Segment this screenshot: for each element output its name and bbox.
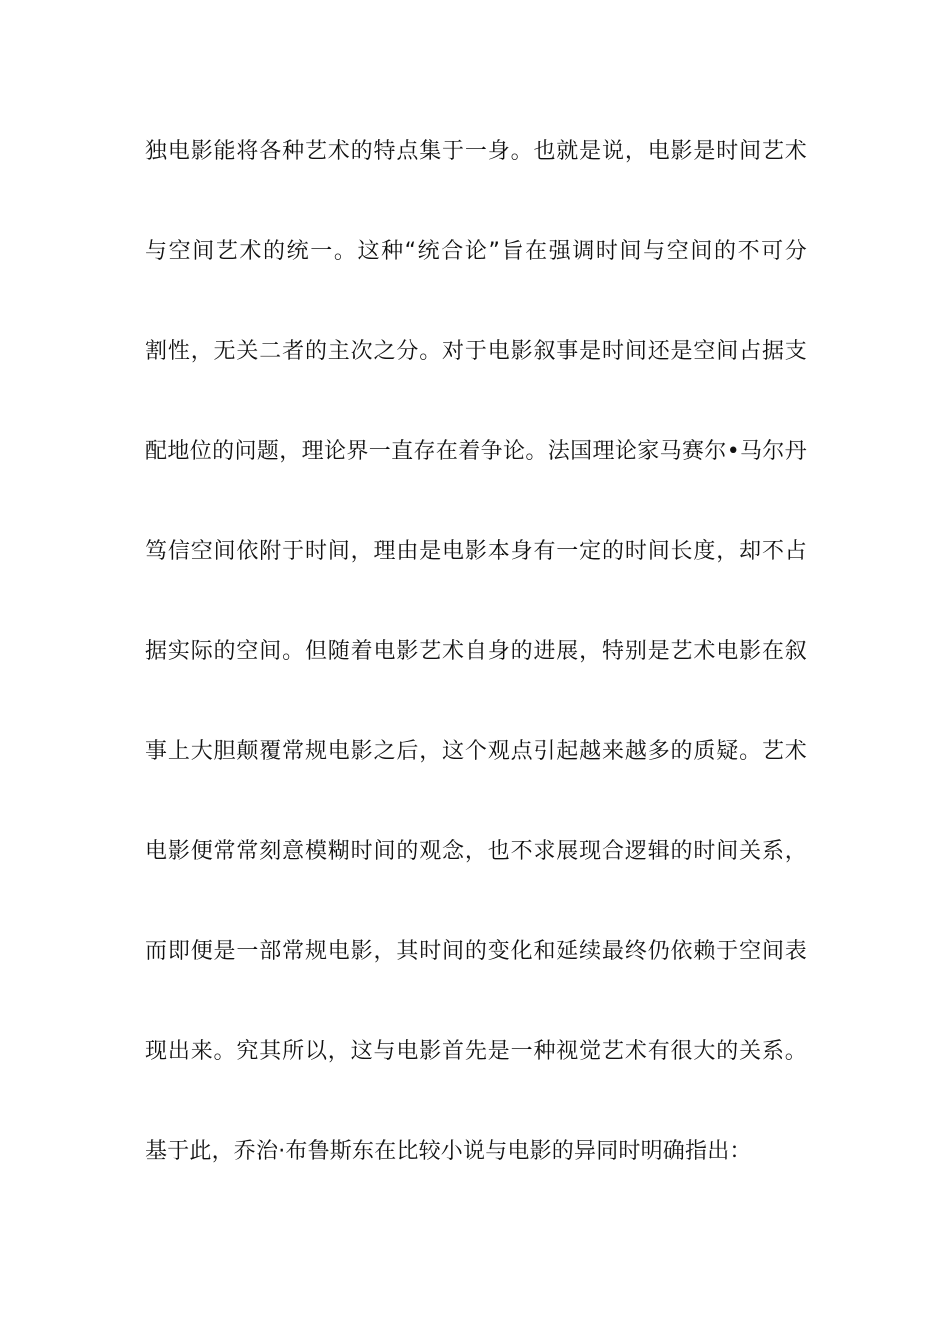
- text-line-9: 而即便是一部常规电影，其时间的变化和延续最终仍依赖于空间表: [145, 939, 807, 964]
- text-line-7: 事上大胆颠覆常规电影之后，这个观点引起越来越多的质疑。艺术: [145, 739, 807, 764]
- text-line-5: 笃信空间依附于时间，理由是电影本身有一定的时间长度，却不占: [145, 539, 807, 564]
- text-line-4: 配地位的问题，理论界一直存在着争论。法国理论家马赛尔•马尔丹: [145, 439, 807, 464]
- text-line-11: 基于此，乔治·布鲁斯东在比较小说与电影的异同时明确指出：: [145, 1139, 752, 1164]
- text-line-2: 与空间艺术的统一。这种“统合论”旨在强调时间与空间的不可分: [145, 239, 807, 264]
- body-paragraph: [145, 126, 807, 1226]
- text-line-3: 割性，无关二者的主次之分。对于电影叙事是时间还是空间占据支: [145, 339, 807, 364]
- text-line-8: 电影便常常刻意模糊时间的观念，也不求展现合逻辑的时间关系，: [145, 839, 807, 864]
- text-line-1: 独电影能将各种艺术的特点集于一身。也就是说，电影是时间艺术: [145, 139, 807, 164]
- text-line-6: 据实际的空间。但随着电影艺术自身的进展，特别是艺术电影在叙: [145, 639, 807, 664]
- text-line-10: 现出来。究其所以，这与电影首先是一种视觉艺术有很大的关系。: [145, 1039, 807, 1064]
